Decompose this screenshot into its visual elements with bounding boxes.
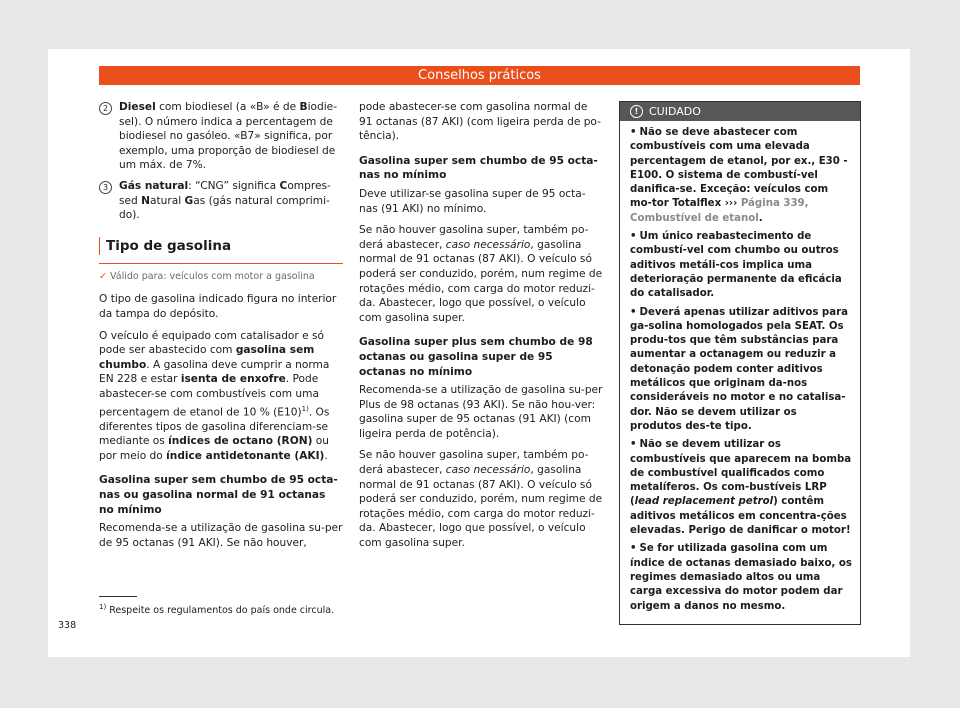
caution-item: • Não se devem utilizar os combustíveis que aparecem na bomba de combustível qualificados como metalíferos. Os com-bustíveis LRP (lead replacement petrol) contêm aditivos metálicos em concentra-ções elevadas. Perigo de danificar o motor! <box>630 439 852 537</box>
page-number: 338 <box>58 620 77 631</box>
caution-header <box>620 102 860 121</box>
bullet-icon: • <box>630 439 637 451</box>
validity-note: ✓ Válido para: veículos com motor a gasolina <box>99 270 315 282</box>
number-2-icon: 2 <box>99 102 112 115</box>
section-title: Tipo de gasolina <box>99 237 343 255</box>
caution-item: • Um único reabastecimento de combustí-vel com chumbo ou outros aditivos metáli-cos implica uma deterioração permanente da eficácia do catalisador. <box>630 231 842 300</box>
number-3-icon: 3 <box>99 181 112 194</box>
list-item: 2 Diesel com biodiesel (a «B» é de Biodie-sel). O número indica a percentagem de biodiesel no gasóleo. «B7» significa, por exemplo, uma proporção de biodiesel de um máx. de 7%. <box>99 100 343 173</box>
caution-item: • Deverá apenas utilizar aditivos para ga-solina homologados pela SEAT. Os produ-tos que têm substâncias para aumentar a octanagem ou reduzir a detonação podem conter aditivos metálicos que originam da-nos consideráveis no motor e no catalisa-dor. Não se devem utilizar os produtos des-te tipo. <box>630 306 849 432</box>
paragraph: Se não houver gasolina super, também po-derá abastecer, caso necessário, gasolina normal de 91 octanas (87 AKI). O veículo só poderá ser conduzido, porém, num regime de rotações médio, com carga do motor reduzi-da. Abastecer, logo que possível, o veículo com gasolina super. <box>359 224 603 324</box>
list-item: 3 Gás natural: “CNG” significa Compres-sed Natural Gas (gás natural comprimi-do). <box>99 179 343 223</box>
paragraph: O veículo é equipado com catalisador e só pode ser abastecido com gasolina sem chumbo. A gasolina deve cumprir a norma EN 228 e estar isenta de enxofre. Pode abastecer-se com combustíveis com uma percentagem de etanol de 10 % $(E10)^{1)}$. Os diferentes tipos de gasolina diferenciam-se mediante os índices de octano (RON) ou por meio do índice antidetonante (AKI). <box>99 329 330 462</box>
bullet-icon: • <box>630 306 637 318</box>
subheading: Gasolina super sem chumbo de 95 octa-nas ou gasolina normal de 91 octanas no mínimo <box>99 474 338 516</box>
column-middle <box>359 100 603 558</box>
paragraph: Recomenda-se a utilização de gasolina su-per de 95 octanas (91 AKI). Se não houver, <box>99 522 343 549</box>
check-icon: ✓ <box>99 270 107 282</box>
footnote-divider <box>99 596 137 597</box>
footnote-ref: 1) <box>301 404 309 413</box>
paragraph: Deve utilizar-se gasolina super de 95 octa-nas (91 AKI) no mínimo. <box>359 187 586 215</box>
subheading: Gasolina super plus sem chumbo de 98 octanas ou gasolina super de 95 octanas no mínimo <box>359 336 593 378</box>
footnote: $^{1)}$ Respeite os regulamentos do país onde circula. <box>99 603 335 617</box>
bullet-icon: • <box>630 543 637 555</box>
caution-item: • Se for utilizada gasolina com um índice de octanas demasiado baixo, os regimes demasiado altos ou uma carga excessiva do motor podem dar origem a danos no mesmo. <box>630 543 852 612</box>
caution-title: CUIDADO <box>649 105 701 118</box>
bullet-icon: • <box>630 231 637 243</box>
caution-item: • Não se deve abastecer com combustíveis com uma elevada percentagem de etanol, por ex., E30 - E100. O sistema de combustí-vel danifica-se. Exceção: veículos com mo-tor Totalflex ››› Página 339, Combustível de etanol. <box>630 127 848 224</box>
paragraph: Se não houver gasolina super, também po-derá abastecer, caso necessário, gasolina normal de 91 octanas (87 AKI). O veículo só poderá ser conduzido, porém, num regime de rotações médio, com carga do motor reduzi-da. Abastecer, logo que possível, o veículo com gasolina super. <box>359 449 603 550</box>
paragraph: Recomenda-se a utilização de gasolina su-per Plus de 98 octanas (93 AKI). Se não hou-ver: gasolina super de 95 octanas (91 AKI) (com ligeira perda de potência). <box>359 384 603 440</box>
subheading: Gasolina super sem chumbo de 95 octa-nas no mínimo <box>359 154 598 182</box>
chapter-banner: Conselhos práticos <box>99 66 860 85</box>
section-divider <box>99 263 343 264</box>
caution-body <box>620 121 860 624</box>
caution-box <box>619 101 861 625</box>
paragraph: O tipo de gasolina indicado figura no interior da tampa do depósito. <box>99 293 337 320</box>
paragraph: pode abastecer-se com gasolina normal de 91 octanas (87 AKI) (com ligeira perda de po-tência). <box>359 101 601 143</box>
page-link[interactable]: Página 339, Combustível de etanol <box>630 198 809 224</box>
column-left <box>99 100 343 557</box>
bullet-icon: • <box>630 127 637 138</box>
warning-icon: ! <box>630 105 643 118</box>
